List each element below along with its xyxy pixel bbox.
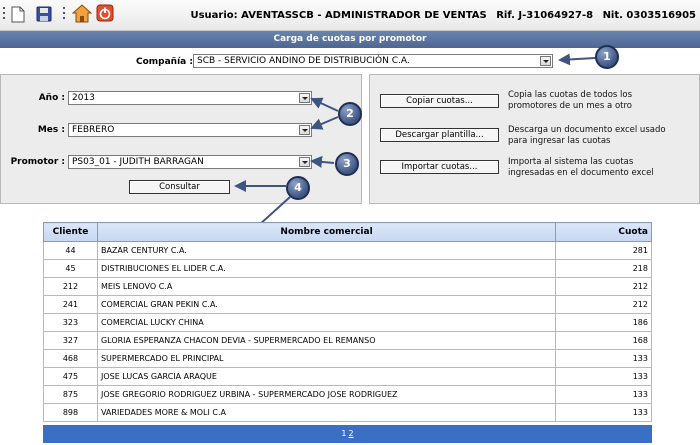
cell-name: BAZAR CENTURY C.A. [97,242,555,260]
cell-client: 898 [44,404,98,422]
cell-client: 44 [44,242,98,260]
column-header-quota[interactable]: Cuota [556,223,652,242]
table-row[interactable] [44,368,652,386]
cell-quota: 186 [556,314,652,332]
cell-name: MEIS LENOVO C.A [97,278,555,296]
callout-1: 1 [595,45,619,69]
cell-name: GLORIA ESPERANZA CHACON DEVIA - SUPERMERCADO EL REMANSO [97,332,555,350]
promoter-label: Promotor : [10,157,65,167]
column-header-name[interactable]: Nombre comercial [97,223,555,242]
page-title: Carga de cuotas por promotor [0,31,700,48]
cell-client: 327 [44,332,98,350]
callout-3: 3 [335,152,359,176]
download-template-desc-line1: Descarga un documento excel usado [508,125,666,135]
year-value: 2013 [72,93,95,103]
cell-client: 468 [44,350,98,368]
company-value: SCB - SERVICIO ANDINO DE DISTRIBUCIÓN C.A. [197,56,410,66]
consult-button[interactable]: Consultar [129,180,230,194]
table-row[interactable] [44,386,652,404]
company-label: Compañía : [136,57,193,67]
quota-table [43,222,652,422]
copy-quotas-desc-line1: Copia las cuotas de todos los [508,90,633,100]
month-label: Mes : [37,125,65,135]
cell-client: 475 [44,368,98,386]
download-template-desc-line2: para ingresar las cuotas [508,136,611,146]
page-link-1[interactable]: 1 [341,429,347,438]
cell-client: 323 [44,314,98,332]
column-header-client[interactable]: Cliente [44,223,98,242]
table-row[interactable] [44,404,652,422]
cell-name: DISTRIBUCIONES EL LIDER C.A. [97,260,555,278]
year-label: Año : [38,93,65,103]
cell-name: JOSE LUCAS GARCIA ARAQUE [97,368,555,386]
cell-name: VARIEDADES MORE & MOLI C.A [97,404,555,422]
copy-quotas-desc-line2: promotores de un mes a otro [508,101,632,111]
cell-quota: 218 [556,260,652,278]
import-quotas-desc-line2: ingresadas en el documento excel [508,168,654,178]
user-label: Usuario: AVENTASSCB - ADMINISTRADOR DE VENTAS [190,10,487,21]
callout-arrow-1 [560,58,595,60]
rif-label: Rif. J-31064927-8 [496,10,594,21]
table-row[interactable] [44,350,652,368]
nit-label: Nit. 0303516905 [602,10,696,21]
import-quotas-desc-line1: Importa al sistema las cuotas [508,157,634,167]
cell-quota: 133 [556,404,652,422]
cell-client: 45 [44,260,98,278]
cell-quota: 212 [556,278,652,296]
table-row[interactable] [44,296,652,314]
cell-name: COMERCIAL LUCKY CHINA [97,314,555,332]
cell-quota: 281 [556,242,652,260]
callout-4: 4 [286,176,310,200]
callout-arrow-3 [312,161,334,163]
cell-quota: 168 [556,332,652,350]
cell-client: 212 [44,278,98,296]
cell-client: 875 [44,386,98,404]
cell-quota: 133 [556,386,652,404]
cell-client: 241 [44,296,98,314]
table-row[interactable] [44,242,652,260]
page-link-2[interactable]: 2 [348,429,354,438]
cell-quota: 133 [556,350,652,368]
table-row[interactable] [44,332,652,350]
month-value: FEBRERO [72,125,115,135]
callout-arrow-2a [312,99,338,111]
copy-quotas-button[interactable]: Copiar cuotas... [380,94,499,108]
import-quotas-button[interactable]: Importar cuotas... [380,160,499,174]
promoter-value: PS03_01 - JUDITH BARRAGAN [72,157,204,167]
cell-quota: 133 [556,368,652,386]
cell-name: JOSE GREGORIO RODRIGUEZ URBINA - SUPERMERCADO JOSE RODRIGUEZ [97,386,555,404]
cell-name: COMERCIAL GRAN PEKIN C.A. [97,296,555,314]
callout-2: 2 [338,102,362,126]
table-row[interactable] [44,278,652,296]
callout-arrow-2b [312,117,338,128]
table-row[interactable] [44,314,652,332]
pagination-bar [43,425,652,443]
download-template-button[interactable]: Descargar plantilla... [380,128,499,142]
table-row[interactable] [44,260,652,278]
cell-name: SUPERMERCADO EL PRINCIPAL [97,350,555,368]
table-header-row [44,223,652,242]
cell-quota: 212 [556,296,652,314]
